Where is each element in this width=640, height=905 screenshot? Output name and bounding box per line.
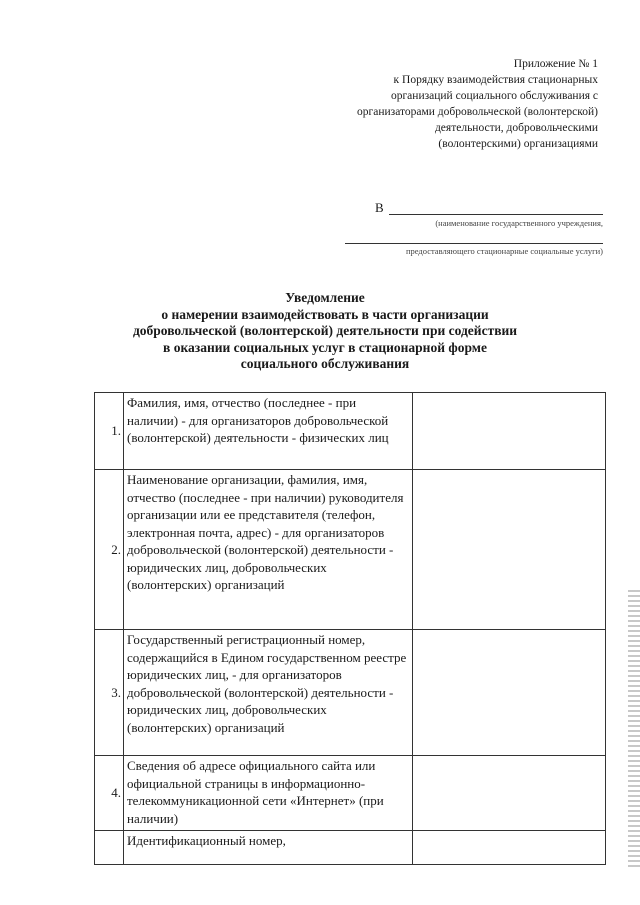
addressee-field — [375, 200, 603, 216]
row-number: 1. — [95, 393, 124, 470]
table-row — [95, 831, 606, 865]
table-row — [95, 630, 606, 756]
title-line: Уведомление — [285, 290, 365, 305]
row-number: 4. — [95, 756, 124, 831]
row-label: Фамилия, имя, отчество (последнее - при наличии) - для организаторов добровольческой (волонтерской) деятельности - физических лиц — [124, 393, 413, 470]
appendix-line: Приложение № 1 — [513, 58, 598, 70]
appendix-line: к Порядку взаимодействия стационарных — [393, 74, 598, 86]
table-row — [95, 470, 606, 630]
title-line: о намерении взаимодействовать в части организации — [161, 306, 489, 322]
row-label: Идентификационный номер, — [124, 831, 413, 865]
row-value-cell[interactable] — [413, 831, 606, 865]
row-label: Сведения об адресе официального сайта или официальной страницы в информационно-телекоммуникационной сети «Интернет» (при наличии) — [124, 756, 413, 831]
addressee-caption-1: (наименование государственного учреждения, — [435, 218, 603, 228]
scan-edge-artifact — [628, 590, 640, 870]
appendix-line: деятельности, добровольческими — [434, 122, 598, 134]
addressee-caption-2: предоставляющего стационарные социальные услуги) — [405, 246, 603, 256]
row-number — [95, 831, 124, 865]
row-number: 2. — [95, 470, 124, 630]
addressee-prefix: В — [375, 200, 384, 215]
addressee-underline — [389, 214, 603, 215]
row-value-cell[interactable] — [413, 393, 606, 470]
appendix-header — [298, 56, 598, 152]
table-row — [95, 756, 606, 831]
row-label: Государственный регистрационный номер, содержащийся в Едином государственном реестре юридических лиц, - для организаторов добровольческой (волонтерской) деятельности - юридических лиц, добровольческих (волонтерских) организаций — [124, 630, 413, 756]
row-label: Наименование организации, фамилия, имя, отчество (последнее - при наличии) руководителя организации или ее представителя (телефон, электронная почта, адрес) - для организаторов добровольческой (волонтерской) деятельности - юридических лиц, добровольческих (волонтерских) организаций — [124, 470, 413, 630]
row-number: 3. — [95, 630, 124, 756]
document-title — [90, 290, 560, 373]
addressee-underline-2 — [345, 242, 603, 244]
row-value-cell[interactable] — [413, 470, 606, 630]
appendix-line: организаций социального обслуживания с — [390, 90, 598, 102]
notification-form-table — [94, 392, 606, 865]
title-line: добровольческой (волонтерской) деятельности при содействии — [132, 323, 518, 338]
appendix-line: организаторами добровольческой (волонтерской) — [357, 106, 598, 118]
row-value-cell[interactable] — [413, 630, 606, 756]
appendix-line: (волонтерскими) организациями — [438, 138, 598, 150]
row-value-cell[interactable] — [413, 756, 606, 831]
title-line: социального обслуживания — [240, 356, 410, 371]
title-line: в оказании социальных услуг в стационарной форме — [163, 339, 487, 355]
table-row — [95, 393, 606, 470]
